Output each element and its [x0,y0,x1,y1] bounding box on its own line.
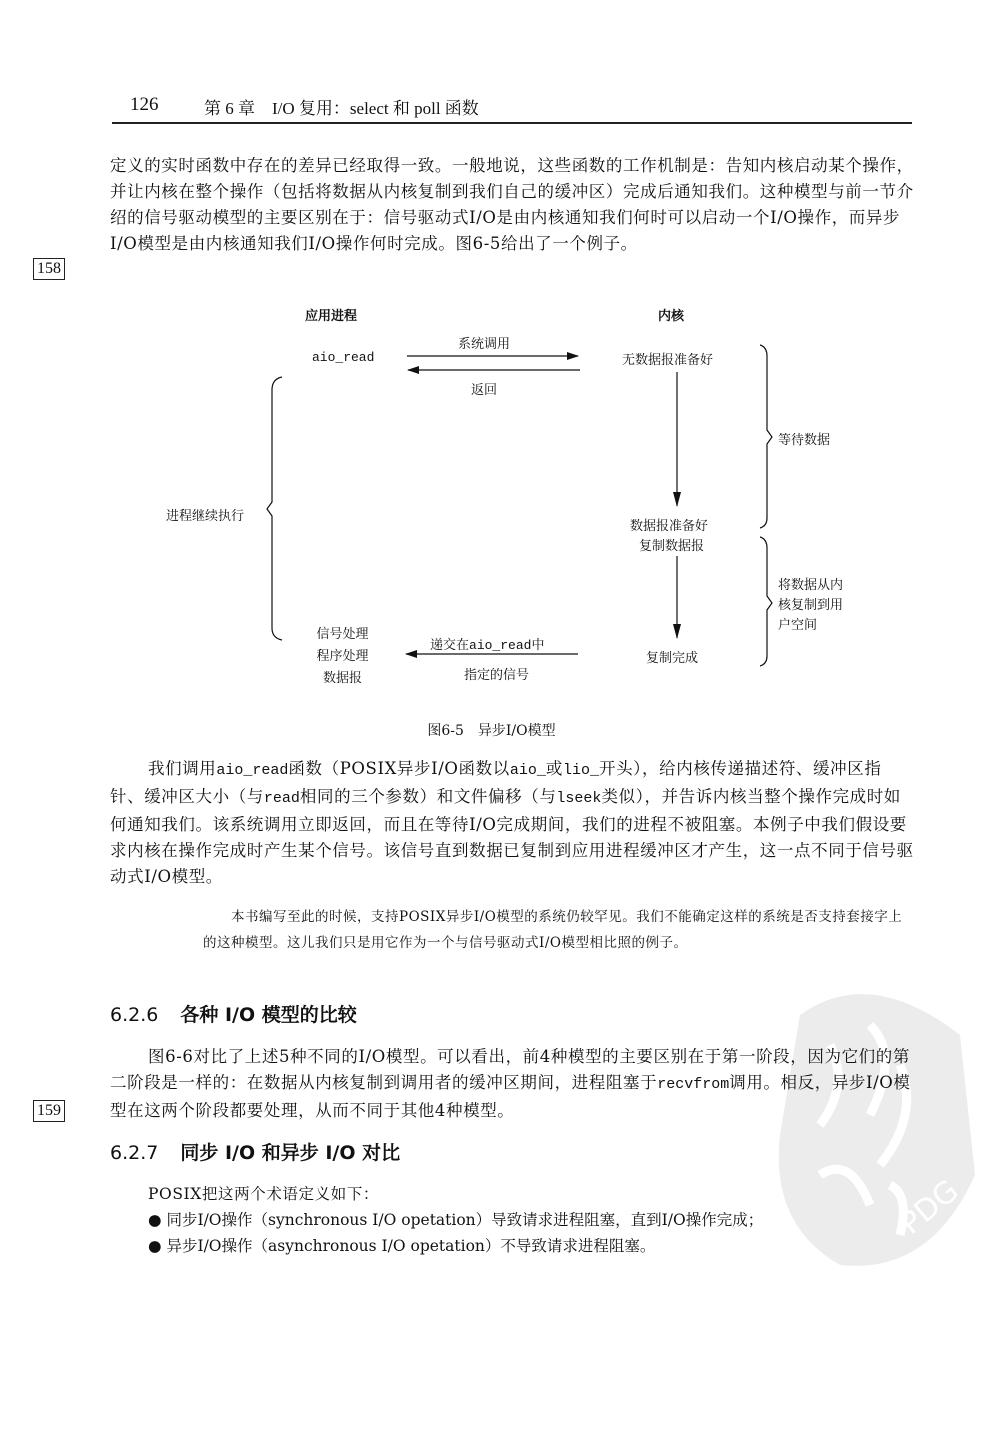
code: recvfrom [657,1076,730,1093]
code: aio_read [216,762,289,779]
handler-line: 数据报 [322,671,362,686]
brace-wait [760,345,772,528]
svg-text:PDG: PDG [893,1173,966,1242]
text: 函数（POSIX异步I/O函数以 [288,759,510,778]
handler-label [305,624,380,690]
aio-read-label: aio_read [312,350,375,365]
text: 或 [545,759,563,778]
list-item-text: 同步I/O操作（synchronous I/O opetation）导致请求进程阻塞，直到I/O操作完成； [166,1211,764,1229]
margin-ref-159: 159 [33,1100,65,1122]
text: 类似），并告诉内核当整个操作完成时如何通知我们。该系统调用立即返回，而且在等待I/O完成期间，我们的进程不被阻塞。本例子中我们假设要求内核在操作完成时产生某个信号。该信号直到数据已复制到应用进程缓冲区才产生，这一点不同于信号驱动式I/O模型。 [110,787,914,886]
deliver-label [430,634,544,653]
paragraph-comparison [110,1044,915,1124]
header-rule [112,122,912,124]
definition-list [148,1207,918,1259]
copy-arrowhead [673,624,681,639]
section-heading-6-2-6 [110,1000,357,1027]
copy-to-user-label [778,576,843,636]
text: 我们调用 [148,759,217,778]
signal-specified-label: 指定的信号 [464,668,530,683]
datagram-ready-label: 数据报准备好 [630,519,709,534]
section-heading-6-2-7 [110,1138,400,1165]
list-item: ● 异步I/O操作（asynchronous I/O opetation）不导致请求进程阻塞。 [148,1237,656,1255]
note-paragraph: 本书编写至此的时候，支持POSIX异步I/O模型的系统仍较罕见。我们不能确定这样的系统是否支持套接字上的这种模型。这儿我们只是用它作为一个与信号驱动式I/O模型相比照的例子。 [203,909,903,951]
continue-exec-label: 进程继续执行 [166,509,245,524]
code: lseek [556,790,602,807]
brace-copy [760,537,772,666]
margin-ref-158: 158 [33,258,65,280]
left-brace [267,377,282,640]
wait-data-label: 等待数据 [778,433,831,448]
text: 调用。相反，异步I/O模型在这两个阶段都要处理，从而不同于其他4种模型。 [110,1073,911,1120]
page-number: 126 [130,94,159,115]
list-item: ● 同步I/O操作（synchronous I/O opetation）导致请求进程阻塞，直到I/O操作完成； [148,1211,764,1229]
handler-line: 程序处理 [316,649,369,664]
page-header [112,94,912,124]
copy-complete-label: 复制完成 [646,651,699,666]
code: read [263,790,300,807]
return-label: 返回 [471,383,498,398]
code: lio_ [562,762,599,779]
col-kernel: 内核 [658,309,685,324]
col-app-process: 应用进程 [305,309,358,324]
wait-arrowhead [673,492,681,507]
section-title: 同步 I/O 和异步 I/O 对比 [180,1142,401,1164]
chapter-title: 第 6 章 I/O 复用：select 和 poll 函数 [204,99,479,118]
text: 图6-6对比了上述5种不同的I/O模型。可以看出，前4种模型的主要区别在于第一阶段，因为它们的第二阶段是一样的：在数据从内核复制到调用者的缓冲区期间，进程阻塞于 [110,1047,910,1092]
paragraph-intro: 定义的实时函数中存在的差异已经取得一致。一般地说，这些函数的工作机制是：告知内核启动某个操作，并让内核在整个操作（包括将数据从内核复制到我们自己的缓冲区）完成后通知我们。这种模型与前一节介绍的信号驱动模型的主要区别在于：信号驱动式I/O是由内核通知我们何时可以启动一个I/O操作，而异步I/O模型是由内核通知我们I/O操作何时完成。图6-5给出了一个例子。 [110,156,914,253]
syscall-label: 系统调用 [458,337,511,352]
section-number: 6.2.7 [110,1142,159,1164]
section-title: 各种 I/O 模型的比较 [180,1004,357,1026]
code: aio_ [509,762,546,779]
text: 开头），给内核传递描述符、缓冲区指针、缓冲区大小（与 [110,759,882,806]
copy-datagram-label: 复制数据报 [639,539,705,554]
deliver-code: aio_read [469,638,532,653]
no-datagram-label: 无数据报准备好 [622,353,714,368]
list-item-text: 异步I/O操作（asynchronous I/O opetation）不导致请求进程阻塞。 [166,1237,656,1255]
deliver-prefix: 递交在 [430,638,470,653]
handler-line: 信号处理 [316,627,369,642]
copy-to-user-line: 将数据从内 [778,578,844,593]
copy-to-user-line: 核复制到用 [778,598,844,613]
text: 相同的三个参数）和文件偏移（与 [299,787,557,806]
section-number: 6.2.6 [110,1004,159,1026]
deliver-suffix: 中 [531,638,545,653]
copy-to-user-line: 户空间 [778,618,818,633]
figure-caption: 图6-5 异步I/O模型 [427,723,556,739]
posix-intro: POSIX把这两个术语定义如下： [148,1185,380,1203]
paragraph-aio-read [110,756,915,890]
